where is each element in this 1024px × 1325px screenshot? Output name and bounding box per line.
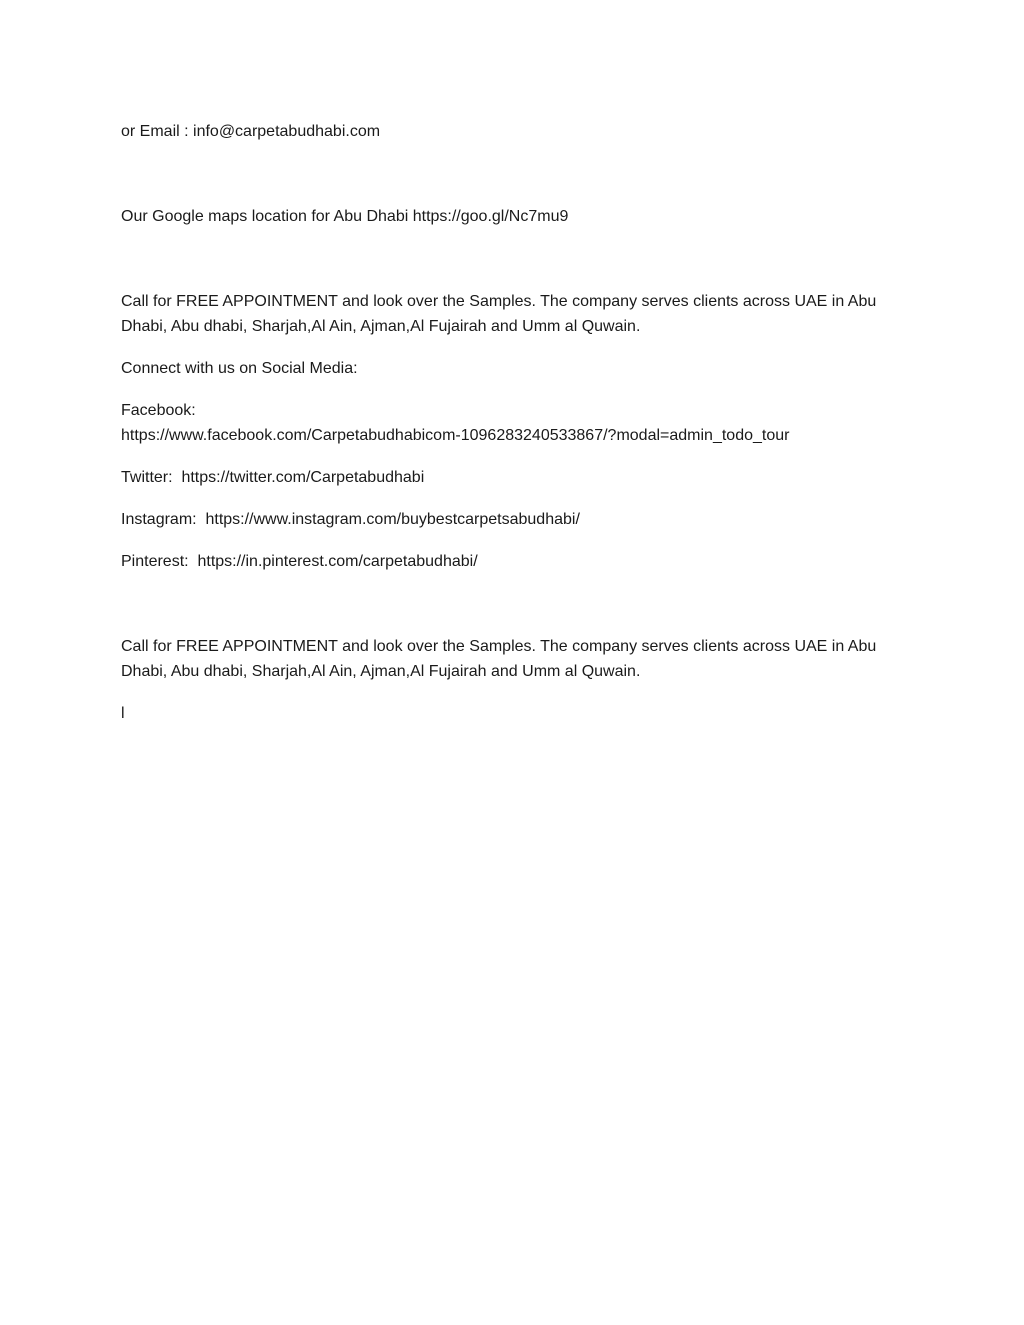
email-line: or Email : info@carpetabudhabi.com — [121, 123, 381, 140]
spacer — [121, 229, 901, 289]
trailing-character: l — [121, 705, 125, 722]
facebook-url: https://www.facebook.com/Carpetabudhabicom-1096283240533867/?modal=admin_todo_tour — [121, 427, 790, 444]
spacer — [121, 490, 901, 507]
twitter-line: Twitter: https://twitter.com/Carpetabudhabi — [121, 469, 425, 486]
spacer — [121, 381, 901, 398]
social-heading: Connect with us on Social Media: — [121, 360, 358, 377]
spacer — [121, 144, 901, 204]
spacer — [121, 684, 901, 701]
document-body — [121, 119, 901, 726]
instagram-line: Instagram: https://www.instagram.com/buybestcarpetsabudhabi/ — [121, 511, 580, 528]
appointment-paragraph-1: Call for FREE APPOINTMENT and look over the Samples. The company serves clients across UAE in Abu Dhabi, Abu dhabi, Sharjah,Al Ain, Ajman,Al Fujairah and Umm al Quwain. — [121, 293, 881, 335]
spacer — [121, 448, 901, 465]
pinterest-line: Pinterest: https://in.pinterest.com/carpetabudhabi/ — [121, 553, 478, 570]
appointment-paragraph-2: Call for FREE APPOINTMENT and look over the Samples. The company serves clients across UAE in Abu Dhabi, Abu dhabi, Sharjah,Al Ain, Ajman,Al Fujairah and Umm al Quwain. — [121, 638, 881, 680]
spacer — [121, 339, 901, 356]
spacer — [121, 574, 901, 634]
maps-location-line: Our Google maps location for Abu Dhabi https://goo.gl/Nc7mu9 — [121, 208, 569, 225]
facebook-label: Facebook: — [121, 402, 196, 419]
spacer — [121, 532, 901, 549]
